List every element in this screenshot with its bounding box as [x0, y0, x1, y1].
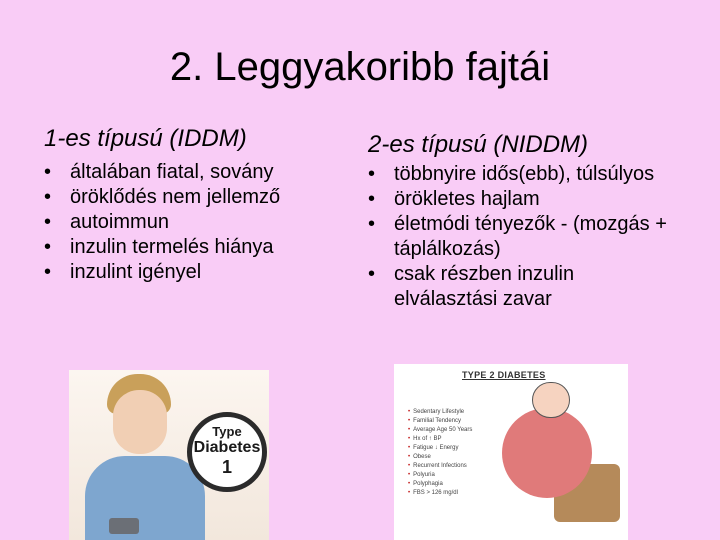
badge-number: 1 — [221, 457, 232, 477]
illustration-symptom-list — [408, 408, 498, 498]
symptom-item: • Average Age 50 Years — [408, 426, 498, 435]
type1-child-photo — [69, 370, 269, 540]
symptom-item: • FBS > 126 mg/dl — [408, 489, 498, 498]
type1-bullet: • inzulin termelés hiánya — [44, 235, 344, 260]
type2-bullet: • örökletes hajlam — [368, 187, 668, 212]
type1-heading: 1-es típusú (IDDM) — [44, 125, 247, 152]
type2-bullet: • csak részben inzulin elválasztási zavar — [368, 262, 668, 312]
woman-body-icon — [502, 408, 592, 498]
type2-bullet: • életmódi tényezők - (mozgás + táplálkozás) — [368, 212, 668, 262]
woman-head-icon — [532, 382, 570, 418]
symptom-item: • Obese — [408, 453, 498, 462]
glucose-meter-icon — [109, 518, 139, 534]
symptom-item: • Familial Tendency — [408, 417, 498, 426]
type1-bullet-list — [44, 160, 344, 285]
type1-bullet: • általában fiatal, sovány — [44, 160, 344, 185]
type2-heading: 2-es típusú (NIDDM) — [368, 131, 589, 158]
symptom-item: • Polyuria — [408, 471, 498, 480]
symptom-item: • Fatigue ↓ Energy — [408, 444, 498, 453]
symptom-item: • Recurrent Infections — [408, 462, 498, 471]
badge-type-label: Type — [212, 424, 242, 439]
type1-bullet: • inzulint igényel — [44, 260, 344, 285]
type1-bullet: • öröklődés nem jellemző — [44, 185, 344, 210]
type2-bullet-list — [368, 162, 668, 312]
child-shirt — [85, 456, 205, 540]
type2-bullet: • többnyire idős(ebb), túlsúlyos — [368, 162, 668, 187]
badge-diabetes-label: Diabetes — [193, 439, 261, 456]
symptom-item: • Sedentary Lifestyle — [408, 408, 498, 417]
illustration-title: TYPE 2 DIABETES — [462, 370, 546, 380]
type1-diabetes-badge — [187, 412, 267, 492]
slide-title: 2. Leggyakoribb fajtái — [169, 45, 551, 89]
type2-illustration — [394, 364, 628, 540]
symptom-item: • Polyphagia — [408, 480, 498, 489]
type1-bullet: • autoimmun — [44, 210, 344, 235]
symptom-item: • Hx of ↑ BP — [408, 435, 498, 444]
child-face — [113, 390, 167, 454]
